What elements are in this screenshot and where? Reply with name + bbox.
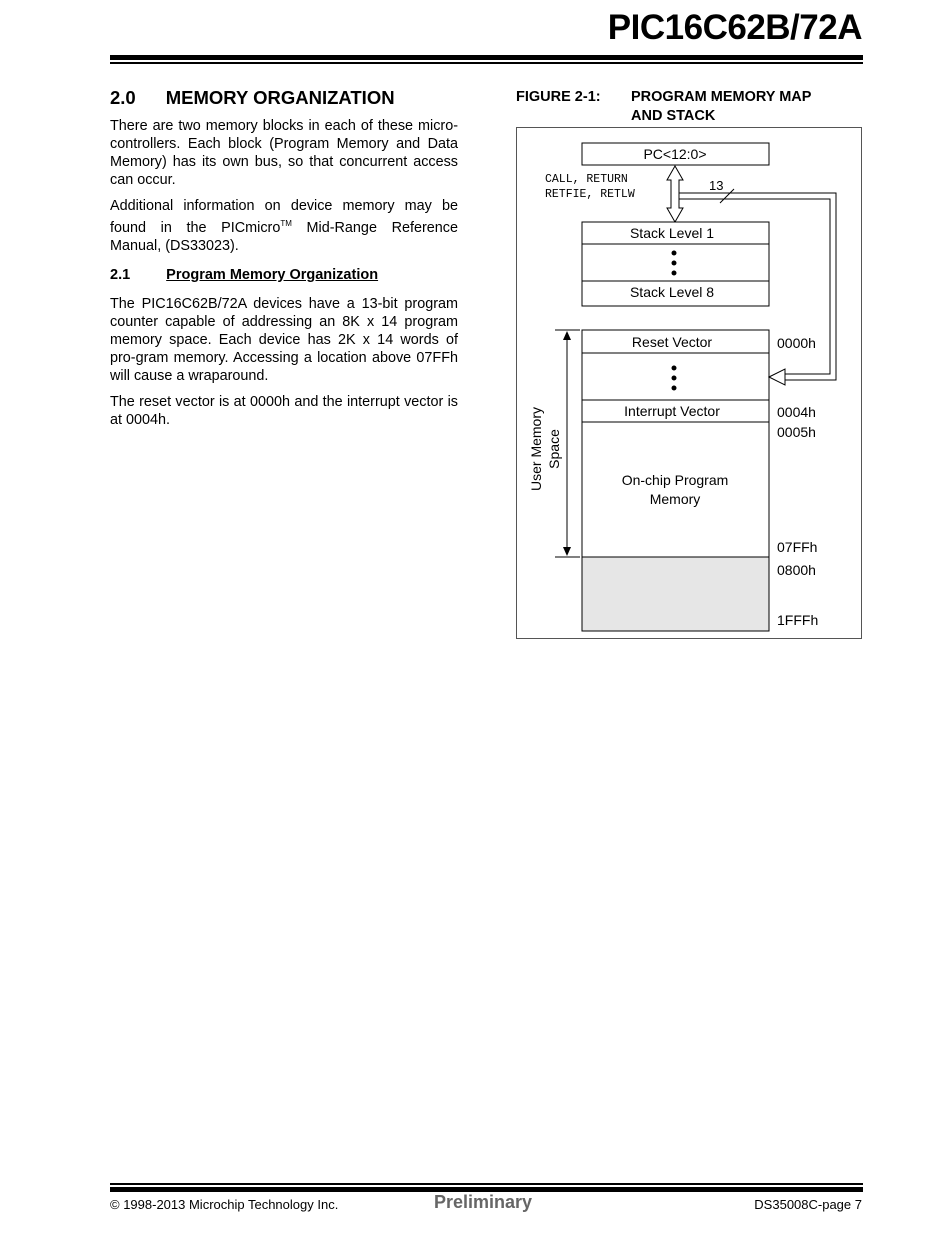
call-return-label: CALL, RETURN (545, 173, 628, 186)
stack-level-1: Stack Level 1 (629, 225, 715, 241)
onchip-memory-line1: On-chip Program (621, 472, 729, 488)
onchip-memory-line2: Memory (649, 491, 701, 507)
address-0004h: 0004h (777, 404, 816, 420)
vector-paragraph: The reset vector is at 0000h and the interrupt vector is at 0004h. (110, 393, 458, 428)
memory-blocks-paragraph: There are two memory blocks in each of these micro-controllers. Each block (Program Memory and Data Memory) has its own bus, so that concurrent access can occur. (110, 118, 458, 188)
section-title: Program Memory Organization (166, 266, 379, 283)
figure-label: FIGURE 2-1: (516, 89, 601, 105)
address-1fffh: 1FFFh (777, 612, 819, 628)
bus-width-label: 13 (709, 178, 724, 193)
figure-title-line2: AND STACK (631, 108, 716, 124)
section-number: 2.0 (110, 87, 136, 108)
document-title: PIC16C62B/72A (607, 8, 862, 47)
address-0000h: 0000h (777, 335, 816, 351)
svg-text:Space: Space (546, 429, 562, 469)
user-memory-label (528, 407, 562, 491)
program-counter-paragraph: The PIC16C62B/72A devices have a 13-bit program counter capable of addressing an 8K x 14 program memory space. Each device has 2K x 14 words of pro-gram memory. Accessing a location above 07FFh will cause a wraparound. (110, 295, 458, 384)
svg-text:User Memory: User Memory (528, 406, 544, 492)
stack-transfer-arrow (667, 166, 683, 222)
stack-ellipsis-icon (672, 251, 677, 276)
address-0800h: 0800h (777, 562, 816, 578)
pc-label: PC<12:0> (643, 146, 707, 162)
footer-page-number: DS35008C-page 7 (754, 1197, 862, 1212)
retfie-retlw-label: RETFIE, RETLW (545, 188, 635, 201)
section-number: 2.1 (110, 266, 131, 283)
interrupt-vector-label: Interrupt Vector (624, 403, 720, 419)
footer-copyright: © 1998-2013 Microchip Technology Inc. (110, 1197, 339, 1212)
reset-vector-label: Reset Vector (631, 334, 713, 350)
reference-manual-paragraph: Additional information on device memory may be found in the PICmicro™ Mid-Range Reference Manual, (DS33023). (110, 198, 458, 254)
memory-ellipsis-icon (672, 366, 677, 391)
section-title: MEMORY ORGANIZATION (165, 87, 395, 108)
figure-title-line1: PROGRAM MEMORY MAP (631, 89, 812, 105)
footer-status: Preliminary (434, 1192, 533, 1212)
unimplemented-region (582, 557, 769, 631)
trademark-mark: TM (280, 219, 292, 228)
address-0005h: 0005h (777, 424, 816, 440)
address-07ffh: 07FFh (777, 539, 818, 555)
footer-rule-thin (110, 1183, 863, 1185)
stack-level-8: Stack Level 8 (629, 284, 715, 300)
